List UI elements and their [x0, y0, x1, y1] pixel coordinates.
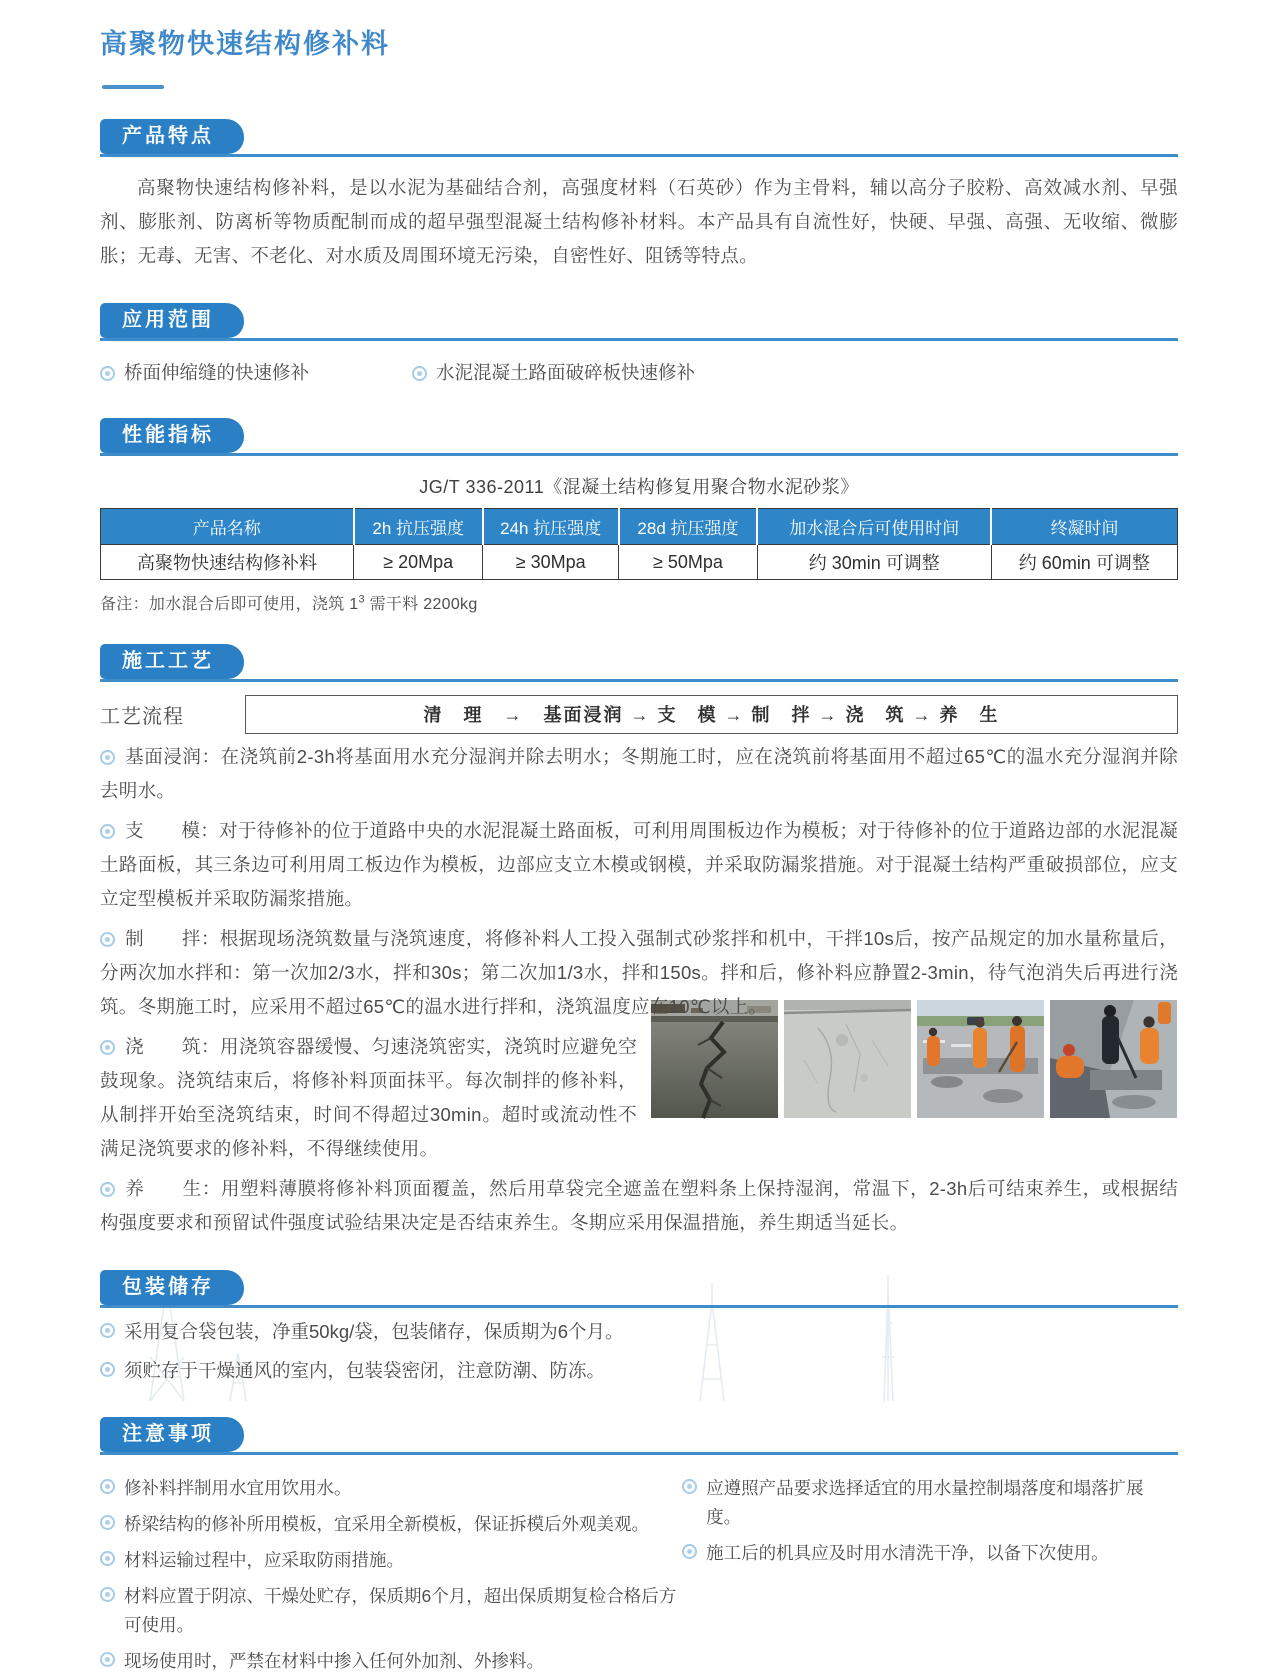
- process-flow-label: 工艺流程: [100, 706, 184, 728]
- application-tab: 应用范围: [100, 303, 244, 338]
- features-paragraph: 高聚物快速结构修补料，是以水泥为基础结合剂，高强度材料（石英砂）作为主骨料，辅以高分子胶粉、高效减水剂、早强剂、膨胀剂、防离析等物质配制而成的超早强型混凝土结构修补材料。本产品具有自流性好，快硬、早强、高强、无收缩、微膨胀；无毒、无害、不老化、对水质及周围环境无污染，自密性好、阻锈等特点。: [100, 177, 1178, 266]
- application-item: [412, 358, 695, 388]
- application-item: [100, 358, 412, 388]
- precaution-item: [100, 1510, 682, 1539]
- process-flow-row: [100, 695, 1178, 734]
- precaution-label: 应遵照产品要求选择适宜的用水量控制塌落度和塌落扩展度。: [706, 1478, 1144, 1527]
- ring-bullet-icon: [100, 1362, 115, 1377]
- ring-bullet-icon: [100, 824, 115, 839]
- application-items: [100, 358, 1178, 388]
- section-heading-precautions: [100, 1417, 1178, 1455]
- precaution-item: [100, 1647, 682, 1676]
- section-heading-packaging: [100, 1270, 1178, 1308]
- ring-bullet-icon: [100, 1182, 115, 1197]
- ring-bullet-icon: [100, 366, 115, 381]
- precaution-item: [682, 1474, 1178, 1532]
- ring-bullet-icon: [100, 1479, 115, 1494]
- precaution-label: 桥梁结构的修补所用模板，宜采用全新模板，保证拆模后外观美观。: [124, 1514, 649, 1534]
- precautions-tab: 注意事项: [100, 1417, 244, 1452]
- construction-steps: [100, 740, 1178, 1240]
- packaging-item-label: 须贮存于干燥通风的室内，包装袋密闭，注意防潮、防冻。: [124, 1360, 606, 1381]
- remark-superscript: 3: [358, 593, 365, 606]
- ring-bullet-icon: [100, 1652, 115, 1667]
- packaging-item: [100, 1355, 1178, 1387]
- ring-bullet-icon: [100, 1515, 115, 1530]
- ring-bullet-icon: [682, 1544, 697, 1559]
- step-text: 制 拌：根据现场浇筑数量与浇筑速度，将修补料人工投入强制式砂浆拌和机中，干拌10s后，按产品规定的加水量称量后，分两次加水拌和：第一次加2/3水，拌和30s；第二次加1/3水，拌和150s。拌和后，修补料应静置2-3min，待气泡消失后再进行浇筑。冬期施工时，应采用不超过65℃的温水进行拌和，浇筑温度应在10℃以上。: [100, 928, 1178, 1017]
- table-cell: ≥ 20Mpa: [354, 545, 483, 580]
- precaution-label: 修补料拌制用水宜用饮用水。: [124, 1478, 352, 1498]
- remark-text: 备注：加水混合后即可使用，浇筑 1: [100, 596, 359, 613]
- table-header-row: [101, 509, 1178, 545]
- performance-tab: 性能指标: [100, 418, 244, 453]
- table-cell: ≥ 50Mpa: [619, 545, 758, 580]
- standard-caption: JG/T 336-2011《混凝土结构修复用聚合物水泥砂浆》: [419, 477, 859, 497]
- table-cell: 高聚物快速结构修补料: [101, 545, 354, 580]
- precaution-item: [100, 1546, 682, 1575]
- column-header: 终凝时间: [991, 509, 1177, 545]
- column-header: 2h 抗压强度: [354, 509, 483, 545]
- ring-bullet-icon: [100, 750, 115, 765]
- step-text: 基面浸润：在浇筑前2-3h将基面用水充分湿润并除去明水；冬期施工时，应在浇筑前将基面用不超过65℃的温水充分湿润并除去明水。: [100, 746, 1178, 801]
- precaution-label: 现场使用时，严禁在材料中掺入任何外加剂、外掺料。: [124, 1651, 544, 1671]
- table-cell: ≥ 30Mpa: [483, 545, 619, 580]
- ring-bullet-icon: [100, 1040, 115, 1055]
- precautions-left-column: [100, 1467, 682, 1676]
- ring-bullet-icon: [100, 1551, 115, 1566]
- step-base-wetting: [100, 740, 1178, 808]
- precaution-item: [682, 1539, 1178, 1568]
- title-underline: [102, 85, 164, 89]
- section-heading-performance: [100, 418, 1178, 456]
- application-item-label: 桥面伸缩缝的快速修补: [124, 362, 310, 383]
- photo-road-repair-crew-wide: [917, 1000, 1044, 1118]
- remark-text: 需干料 2200kg: [364, 596, 478, 613]
- process-flow-box: 清 理 → 基面浸润 → 支 模 → 制 拌 → 浇 筑 → 养 生: [245, 695, 1178, 734]
- features-tab: 产品特点: [100, 119, 244, 154]
- step-formwork: [100, 814, 1178, 916]
- ring-bullet-icon: [100, 1323, 115, 1338]
- packaging-item-label: 采用复合袋包装，净重50kg/袋，包装储存，保质期为6个月。: [124, 1321, 624, 1342]
- column-header: 产品名称: [101, 509, 354, 545]
- packaging-items: [100, 1316, 1178, 1387]
- application-item-label: 水泥混凝土路面破碎板快速修补: [436, 362, 696, 383]
- ring-bullet-icon: [100, 932, 115, 947]
- section-heading-construction: [100, 644, 1178, 682]
- table-row: [101, 545, 1178, 580]
- packaging-item: [100, 1316, 1178, 1348]
- performance-table: [100, 508, 1178, 580]
- column-header: 28d 抗压强度: [619, 509, 758, 545]
- ring-bullet-icon: [100, 1587, 115, 1602]
- packaging-tab: 包装储存: [100, 1270, 244, 1305]
- precautions-right-column: [682, 1467, 1178, 1676]
- precaution-label: 材料应置于阴凉、干燥处贮存，保质期6个月，超出保质期复检合格后方可使用。: [124, 1586, 677, 1635]
- page-title: 高聚物快速结构修补料: [100, 29, 390, 59]
- photo-cracked-concrete-slab: [784, 1000, 911, 1118]
- precautions-grid: [100, 1467, 1178, 1676]
- table-remark: [100, 591, 1178, 614]
- precaution-item: [100, 1474, 682, 1503]
- section-heading-features: [100, 119, 1178, 157]
- step-curing: [100, 1172, 1178, 1240]
- ring-bullet-icon: [682, 1479, 697, 1494]
- construction-tab: 施工工艺: [100, 644, 244, 679]
- precaution-item: [100, 1582, 682, 1640]
- section-heading-application: [100, 303, 1178, 341]
- table-cell: 约 30min 可调整: [757, 545, 991, 580]
- step-text: 支 模：对于待修补的位于道路中央的水泥混凝土路面板，可利用周围板边作为模板；对于待修补的位于道路边部的水泥混凝土路面板，其三条边可利用周工板边作为模板，边部应支立木模或钢模，并采取防漏浆措施。对于混凝土结构严重破损部位，应支立定型模板并采取防漏浆措施。: [100, 820, 1178, 909]
- photo-road-repair-crew-close: [1050, 1000, 1177, 1118]
- table-cell: 约 60min 可调整: [991, 545, 1177, 580]
- precaution-label: 施工后的机具应及时用水清洗干净，以备下次使用。: [706, 1543, 1109, 1563]
- step-text: 养 生：用塑料薄膜将修补料顶面覆盖，然后用草袋完全遮盖在塑料条上保持湿润，常温下，2-3h后可结束养生，或根据结构强度要求和预留试件强度试验结果决定是否结束养生。冬期应采用保温措施，养生期适当延长。: [100, 1178, 1178, 1233]
- ring-bullet-icon: [412, 366, 427, 381]
- column-header: 加水混合后可使用时间: [757, 509, 991, 545]
- column-header: 24h 抗压强度: [483, 509, 619, 545]
- precaution-label: 材料运输过程中，应采取防雨措施。: [124, 1550, 404, 1570]
- step-text: 浇 筑：用浇筑容器缓慢、匀速浇筑密实，浇筑时应避免空鼓现象。浇筑结束后，将修补料顶面抹平。每次制拌的修补料，从制拌开始至浇筑结束，时间不得超过30min。超时或流动性不满足浇筑要求的修补料，不得继续使用。: [100, 1036, 637, 1159]
